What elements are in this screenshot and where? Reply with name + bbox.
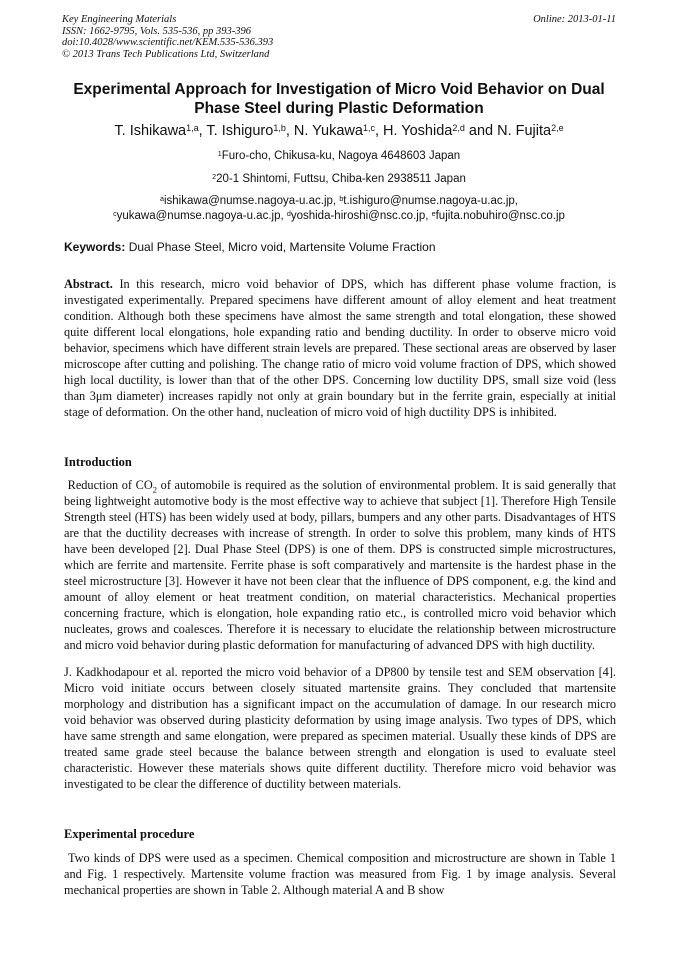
author-separator: ,	[198, 123, 207, 139]
email-link[interactable]: yoshida-hiroshi@nsc.co.jp,	[290, 210, 429, 222]
email-link[interactable]: t.ishiguro@numse.nagoya-u.ac.jp,	[343, 195, 518, 207]
intro-subscript: 2	[152, 484, 158, 495]
experimental-heading: Experimental procedure	[64, 827, 195, 841]
intro-text: Reduction of CO	[67, 478, 153, 492]
author-affiliation-mark: 1,b	[273, 122, 286, 133]
experimental-text: Two kinds of DPS were used as a specimen. Chemical composition and microstructure are shown in Table 1 and Fig. 1 respectively. Martensite volume fraction was measured from Fig. 1 by image analysis. Several mechanical properties are shown in Table 2. Although material A and B show	[64, 851, 616, 897]
email-link[interactable]: yukawa@numse.nagoya-u.ac.jp,	[116, 210, 284, 222]
author-name: N. Yukawa	[293, 123, 363, 139]
email-mark: b	[339, 194, 344, 203]
copyright-line: © 2013 Trans Tech Publications Ltd, Switzerland	[62, 48, 270, 60]
online-date: Online: 2013-01-11	[533, 14, 616, 25]
affiliation-text: 20-1 Shintomi, Futtsu, Chiba-ken 2938511 Japan	[216, 173, 466, 185]
email-mark: c	[113, 209, 117, 218]
doi-line: doi:10.4028/www.scientific.net/KEM.535-536.393	[62, 37, 274, 48]
author-list	[60, 123, 618, 139]
author-separator: ,	[374, 123, 384, 139]
affiliation-mark: 2	[212, 172, 217, 181]
author-name: T. Ishiguro	[206, 123, 274, 139]
email-link[interactable]: ishikawa@numse.nagoya-u.ac.jp,	[163, 195, 337, 207]
abstract-paragraph	[64, 276, 616, 420]
affiliation-mark: 1	[217, 149, 222, 158]
affiliation-1	[60, 148, 618, 164]
author-name: H. Yoshida	[383, 123, 453, 139]
email-mark: a	[160, 194, 164, 203]
author-affiliation-mark: 2,e	[551, 122, 564, 133]
author-affiliation-mark: 1,c	[362, 122, 375, 133]
author-separator: and	[464, 123, 498, 139]
email-mark: d	[286, 209, 291, 218]
intro-text: of automobile is required as the solution of environmental problem. It is said generally that being lightweight automotive body is the most effective way to achieve that subject [1]. Therefore High Tensile Strength steel (HTS) has been widely used at body, pillars, bumpers and any other parts. Disadvantages of HTS are that the ductility decreases with increase of strength. In order to solve this problem, many kinds of HTS have been developed [2]. Dual Phase Steel (DPS) is one of them. DPS is constructed simple microstructures, which are ferrite and martensite. Ferrite phase is soft comparatively and martensite is the hardest phase in the steel microstructure [3]. However it have not been clear that the influence of DPS component, e.g. the kind and amount of alloy element or heat treatment condition, on material characteristics. Mechanical properties concerning fracture, which is elongation, hole expanding ratio etc., is controlled micro void behavior which nucleates, grows and coalesces. Therefore it is necessary to elucidate the relationship between microstructure and micro void behavior during plastic deformation for manufacturing of advanced DPS with high ductility.	[64, 478, 616, 652]
author-separator: ,	[285, 123, 294, 139]
keywords-label: Keywords:	[64, 240, 126, 254]
affiliation-2	[60, 171, 618, 187]
keywords-line	[64, 240, 616, 254]
journal-header	[62, 14, 616, 60]
issn-line: ISSN: 1662-9795, Vols. 535-536, pp 393-396	[62, 25, 251, 37]
keywords-text: Dual Phase Steel, Micro void, Martensite Volume Fraction	[128, 240, 436, 254]
introduction-paragraph-2: J. Kadkhodapour et al. reported the micro void behavior of a DP800 by tensile test and SEM observation [4]. Micro void initiate occurs between closely situated martensite grains. They concluded that martensite morphology and distribution has a significant impact on the accumulation of damage. In our research micro void behavior was observed during plasticity deformation by using image analysis. Two types of DPS, which have same strength and same elongation, were prepared as specimen material. Usually these kinds of DPS are treated same grade steel because the balance between strength and elongation is used to evaluate steel characteristic. However these materials shows quite different ductility. Therefore micro void behavior was investigated to be clear the difference of ductility between materials.	[64, 665, 616, 791]
journal-name: Key Engineering Materials	[62, 14, 177, 25]
author-affiliation-mark: 2,d	[452, 122, 465, 133]
experimental-paragraph-1	[64, 850, 616, 898]
author-affiliation-mark: 1,a	[186, 122, 199, 133]
introduction-paragraph-1	[64, 477, 616, 653]
email-line-1	[60, 193, 618, 209]
email-line-2	[60, 208, 618, 224]
abstract-label: Abstract.	[64, 277, 113, 291]
author-name: N. Fujita	[497, 123, 552, 139]
email-mark: e	[431, 209, 436, 218]
abstract-text: In this research, micro void behavior of DPS, which has different phase volume fraction, is investigated experimentally. Prepared specimens have different amount of alloy element and heat treatment condition. Although both these specimens have almost the same strength and total elongation, these showed quite different local elongations, hole expanding ratio and bending ductility. In order to observe micro void behavior, specimens which have different strain levels are prepared. These sectional areas are observed by laser microscope after cutting and polishing. The change ratio of micro void volume fraction of DPS, which showed high local ductility, is lower than that of the other DPS. Concerning low ductility DPS, small size void (less than 3μm diameter) increases rapidly not only at grain boundary but in the ferrite grain, especially at initial stage of deformation. On the other hand, nucleation of micro void of high ductility DPS is inhibited.	[64, 277, 617, 419]
paper-title: Experimental Approach for Investigation of Micro Void Behavior on Dual Phase Steel during Plastic Deformation	[73, 81, 605, 117]
introduction-heading: Introduction	[64, 455, 132, 469]
email-link[interactable]: fujita.nobuhiro@nsc.co.jp	[435, 210, 565, 222]
affiliation-text: Furo-cho, Chikusa-ku, Nagoya 4648603 Japan	[221, 150, 461, 162]
author-name: T. Ishikawa	[114, 123, 187, 139]
